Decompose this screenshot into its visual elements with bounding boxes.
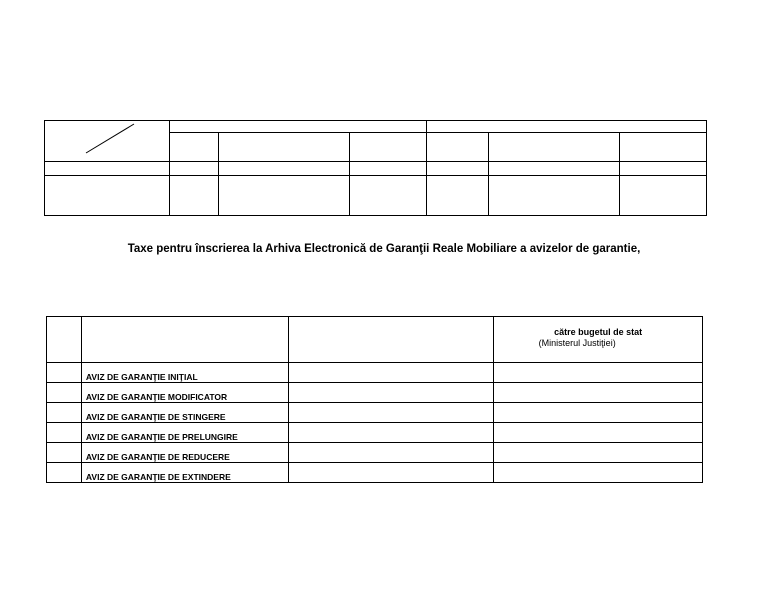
table-cell xyxy=(494,363,703,383)
fee-table-header-row xyxy=(47,317,703,363)
budget-column-subtitle: (Ministerul Justiţiei) xyxy=(538,338,616,348)
row-label: AVIZ DE GARANŢIE DE STINGERE xyxy=(81,403,288,423)
table-cell xyxy=(288,423,494,443)
table-row xyxy=(47,363,703,383)
table-cell xyxy=(427,133,489,162)
table-cell xyxy=(494,403,703,423)
row-label: AVIZ DE GARANŢIE DE EXTINDERE xyxy=(81,463,288,483)
diagonal-line xyxy=(45,121,170,161)
table-row xyxy=(47,403,703,423)
top-table-header-row xyxy=(45,121,707,133)
table-row xyxy=(45,176,707,216)
table-cell xyxy=(489,176,620,216)
table-cell xyxy=(494,383,703,403)
top-header-group-cell xyxy=(169,121,427,133)
table-cell xyxy=(169,162,218,176)
table-cell xyxy=(620,162,707,176)
table-cell xyxy=(494,423,703,443)
table-cell xyxy=(349,162,427,176)
table-cell xyxy=(47,463,82,483)
table-cell xyxy=(288,383,494,403)
table-cell xyxy=(169,133,218,162)
table-row xyxy=(45,162,707,176)
table-cell xyxy=(218,133,349,162)
row-label: AVIZ DE GARANŢIE MODIFICATOR xyxy=(81,383,288,403)
table-cell xyxy=(218,162,349,176)
table-cell xyxy=(45,162,170,176)
table-cell xyxy=(349,133,427,162)
budget-column-title: către bugetul de stat xyxy=(554,327,643,337)
table-cell xyxy=(218,176,349,216)
table-cell xyxy=(47,403,82,423)
table-cell xyxy=(45,176,170,216)
table-cell xyxy=(169,176,218,216)
table-cell xyxy=(47,363,82,383)
document-title: Taxe pentru înscrierea la Arhiva Electronică de Garanţii Reale Mobiliare a avizelor de garantie, xyxy=(127,243,641,255)
row-label: AVIZ DE GARANŢIE DE REDUCERE xyxy=(81,443,288,463)
table-row xyxy=(47,383,703,403)
table-cell xyxy=(47,383,82,403)
table-cell xyxy=(620,133,707,162)
table-cell xyxy=(288,463,494,483)
top-header-group-cell xyxy=(427,121,707,133)
table-cell xyxy=(620,176,707,216)
table-cell xyxy=(81,317,288,363)
table-cell xyxy=(47,443,82,463)
table-cell xyxy=(427,162,489,176)
table-row xyxy=(47,463,703,483)
table-cell xyxy=(427,176,489,216)
budget-column-header xyxy=(494,317,703,363)
table-cell xyxy=(489,162,620,176)
table-row xyxy=(47,423,703,443)
table-cell xyxy=(489,133,620,162)
row-label: AVIZ DE GARANŢIE DE PRELUNGIRE xyxy=(81,423,288,443)
table-cell xyxy=(47,317,82,363)
table-cell xyxy=(494,463,703,483)
table-cell xyxy=(47,423,82,443)
diagonal-header-cell xyxy=(45,121,170,162)
table-cell xyxy=(288,363,494,383)
table-cell xyxy=(349,176,427,216)
table-row xyxy=(47,443,703,463)
table-cell xyxy=(288,443,494,463)
fee-table xyxy=(46,316,703,483)
top-summary-table xyxy=(44,120,707,216)
table-cell xyxy=(494,443,703,463)
table-cell xyxy=(288,403,494,423)
row-label: AVIZ DE GARANŢIE INIŢIAL xyxy=(81,363,288,383)
